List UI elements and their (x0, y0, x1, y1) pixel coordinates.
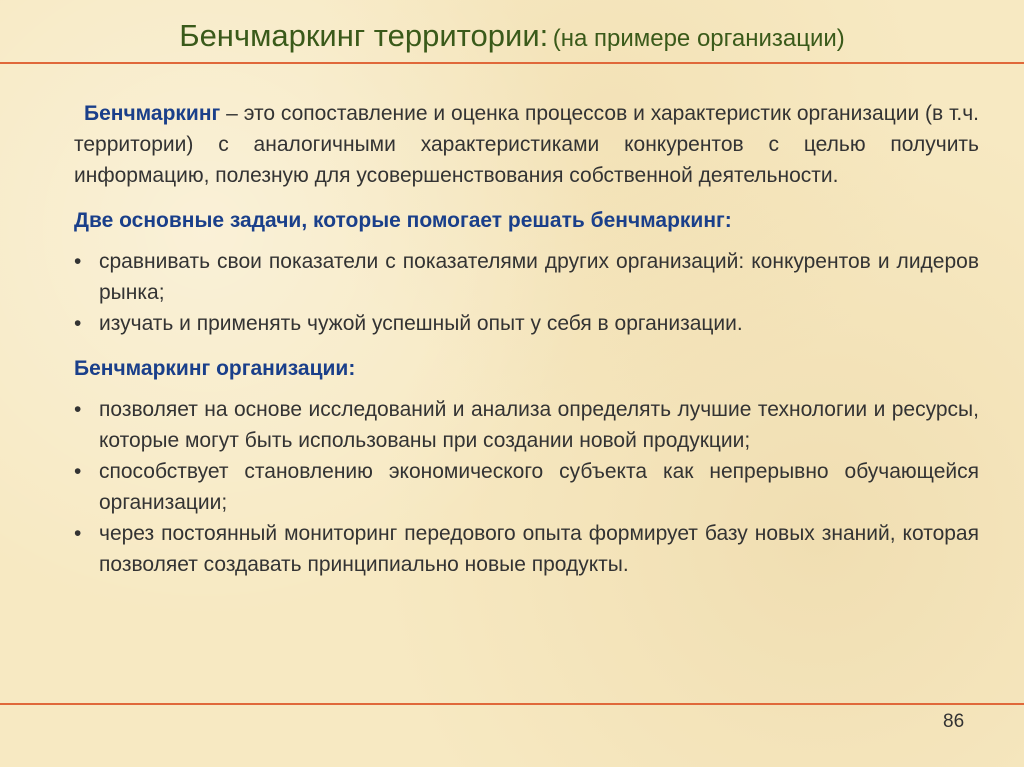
definition-term: Бенчмаркинг (84, 102, 221, 125)
page-number: 86 (943, 711, 965, 732)
list-item (74, 518, 979, 580)
list-item-text: способствует становлению экономического субъекта как непрерывно обучающейся организации; (99, 460, 979, 514)
org-benchmarking-heading: Бенчмаркинг организации: (74, 357, 356, 380)
list-item (74, 456, 979, 518)
bullet-icon: • (74, 398, 82, 421)
list-item (74, 394, 979, 456)
tasks-heading: Две основные задачи, которые помогает решать бенчмаркинг: (74, 209, 732, 232)
definition-paragraph (74, 98, 979, 191)
definition-text: – это сопоставление и оценка процессов и характеристик организации (в т.ч. территории) с аналогичными характеристиками конкурентов с целью получить информацию, полезную для усовершенствования собственной деятельности. (74, 102, 979, 187)
title-main: Бенчмаркинг территории: (179, 18, 549, 53)
list-item (74, 246, 979, 308)
list-item-text: изучать и применять чужой успешный опыт у себя в организации. (99, 312, 743, 335)
bullet-icon: • (74, 522, 82, 545)
bullet-icon: • (74, 312, 82, 335)
top-divider (0, 62, 1024, 64)
list-item-text: через постоянный мониторинг передового опыта формирует базу новых знаний, которая позволяет создавать принципиально новые продукты. (99, 522, 979, 576)
slide-body (74, 98, 979, 594)
bullet-icon: • (74, 250, 82, 273)
slide-title (0, 18, 1024, 54)
bottom-divider (0, 703, 1024, 705)
tasks-list (74, 246, 979, 339)
list-item (74, 308, 979, 339)
org-benchmarking-list (74, 394, 979, 580)
title-subtitle: (на примере организации) (552, 25, 845, 52)
list-item-text: позволяет на основе исследований и анализа определять лучшие технологии и ресурсы, которые могут быть использованы при создании новой продукции; (99, 398, 979, 452)
bullet-icon: • (74, 460, 82, 483)
list-item-text: сравнивать свои показатели с показателями других организаций: конкурентов и лидеров рынка; (99, 250, 979, 304)
